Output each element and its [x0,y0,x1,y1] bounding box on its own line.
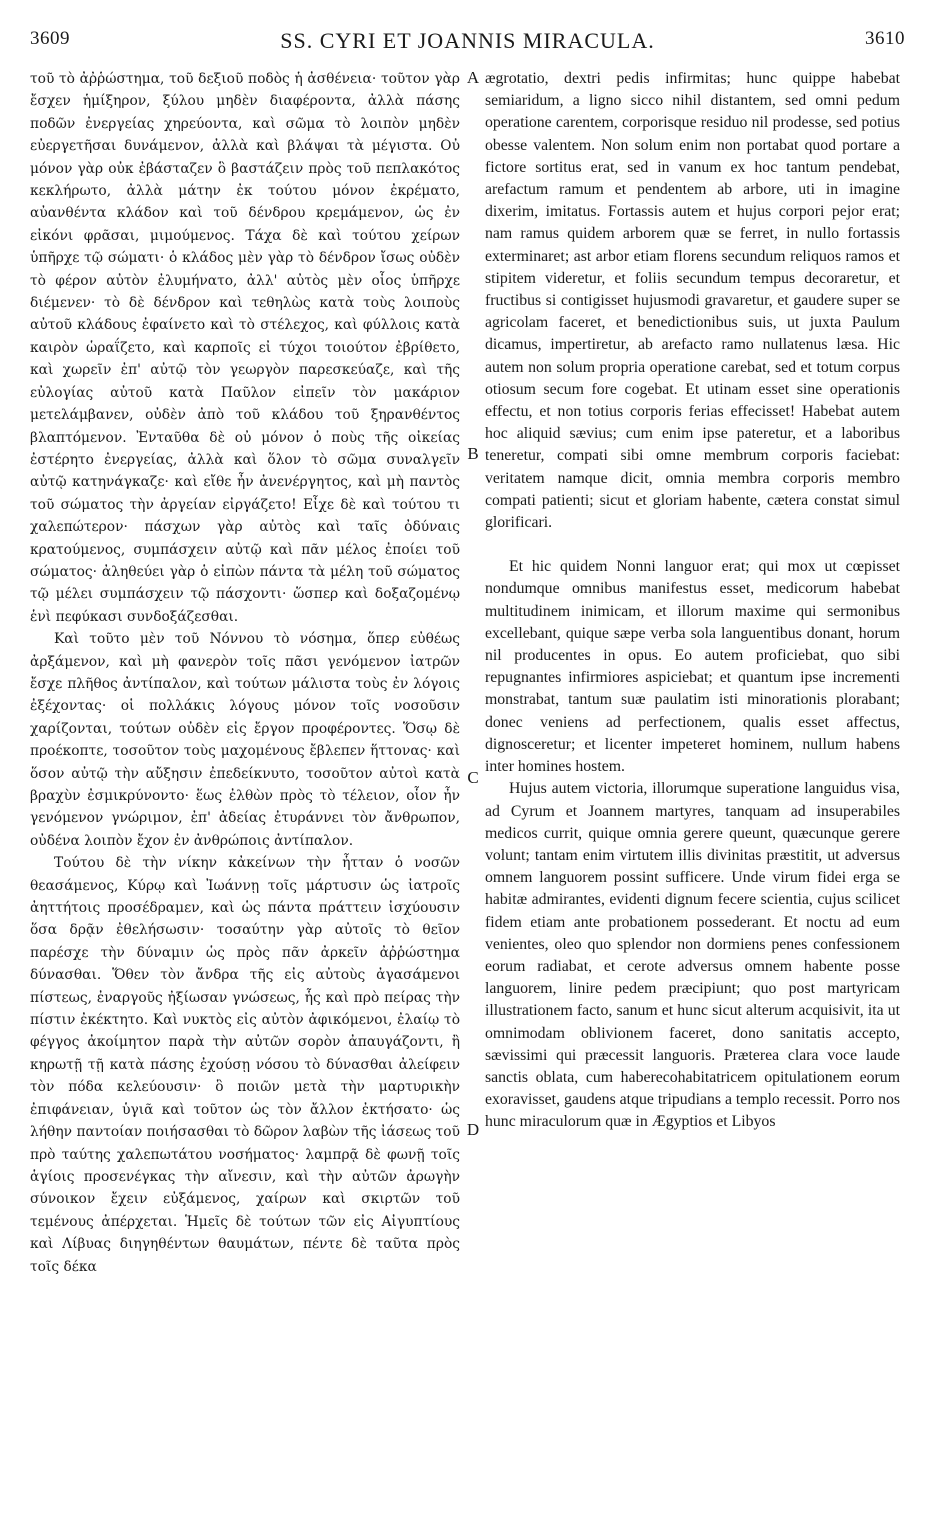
greek-paragraph-1: τοῦ τὸ ἀῤῥώστημα, τοῦ δεξιοῦ ποδὸς ἡ ἀσθένεια· τοῦτον γὰρ ἔσχεν ἡμίξηρον, ξύλου μηδὲν διαφέροντα, ἀλλὰ πάσης ποδῶν ἐνεργείας χηρεύοντα, καὶ σῶμα τὸ λοιπὸν μηδὲν εὐεργετῆσαι δυνάμενον, ἀλλὰ καὶ βλάψαι τὰ μέγιστα. Οὐ μόνον γὰρ οὐκ ἐβάσταζεν ὃ βαστάζειν πρὸς τοῦ πεπλακότος κεκλήρωτο, ἀλλὰ μάτην ἐκ τούτου μόνον ἐκρέματο, αὐανθέντα κλάδον καὶ τοῦ δένδρου κρεμάμενον, ὡς ἐν εἰκόνι φρᾶσαι, μιμούμενος. Τάχα δὲ καὶ τούτου χείρων ὑπῆρχε τῷ σώματι· ὁ κλάδος μὲν γὰρ τὸ δένδρον ἴσως οὐδὲν τὸ φέρον αὐτὸν ἐλυμήνατο, ἀλλ' αὐτὸς μὲν οἷος ὑπῆρχε διέμενεν· τὸ δὲ δένδρον καὶ τεθηλὼς κατὰ τοὺς λοιποὺς αὐτοῦ κλάδους ἐφαίνετο καὶ τὸ στέλεχος, καὶ φύλλοις κατὰ καιρὸν ὡραΐζετο, καὶ καρποῖς εἰ τύχοι τοιούτον ἐβρίθετο, καὶ χωρεῖν ἐπ' αὐτῷ τὸν γεωργὸν παρεσκεύαζε, καὶ τῆς εὐλογίας αὐτοῦ κατὰ Παῦλον εἰπεῖν τὸν μακάριον μετελάμβανεν, οὐδὲν ἀπὸ τοῦ κλάδου τοῦ ξηρανθέντος βλαπτόμενον. Ἐνταῦθα δὲ οὐ μόνον ὁ ποὺς τῆς οἰκείας ἐστέρητο ἐνεργείας, ἀλλὰ καὶ ὅλον τὸ σῶμα συναλγεῖν αὐτῷ κατηνάγκαζε· καὶ εἴθε ἦν ἀνενέργητος, καὶ μὴ παντὸς τοῦ σώματος τὴν ἀργείαν εἰργάζετο! Εἶχε δὲ καὶ τούτου τι χαλεπώτερον· πάσχων γὰρ αὐτὸς καὶ ταῖς ὀδύναις κρατούμενος, συμπάσχειν αὐτῷ καὶ πᾶν μέλος ἐποίει τοῦ σώματος· ἀληθεύει γὰρ ὁ εἰπὼν πάντα τὰ μέλη τοῦ σώματος τῷ μέλει συμπάσχειν τῷ πάσχοντι· ὥσπερ καὶ δοξαζομένῳ ἑνὶ πεφύκασι συνδοξάζεσθαι. [30,71,460,625]
margin-letter-d: D [466,1120,480,1139]
margin-letter-a: A [466,68,480,87]
latin-column [485,68,900,1508]
latin-paragraph-3: Hujus autem victoria, illorumque superatione languidus visa, ad Cyrum et Joannem martyres, tanquam ad insuperabiles medicos currit, quique omnia gerere queunt, quæcunque gerere volunt; tantam enim virtutem illis divinitas præstitit, ut adversus omnem languorem possint sufficere. Unde virum fidei erga se habitæ admirantes, evidenti dignum fecere scientia, cujus scilicet fidem etiam ante probationem possederant. Et noctu ad eum venientes, oleo quo splendor non dormiens penes confessionem eorum radiabat, et cerote adversus omnem habente posse languorem, linire pedem præcipiunt; quo post martyricam illustrationem facto, sanum et hunc sicut alterum acquisivit, ita ut omnimodam oblivionem faceret, dono sanitatis accepto, sævissimi qui præcessit languoris. Præterea clara voce laude sanctis oblata, cum haberecohabitatricem opitulationem eorum exoravisset, gaudens atque tripudians a templo recessit. Porro nos hunc miraculorum quæ in Ægyptios et Libyos [485,780,900,1131]
section-margin-letters [463,68,483,1508]
greek-paragraph-2: Καὶ τοῦτο μὲν τοῦ Νόννου τὸ νόσημα, ὅπερ εὐθέως ἀρξάμενον, καὶ μὴ φανερὸν τοῖς πᾶσι γενόμενον ἰατρῶν ἔσχε πλῆθος ἀντίπαλον, καὶ τούτων μάλιστα τοὺς ἐν λόγοις ἐξέχοντας· οἱ πολλάκις λόγους μόνον τοῖς νοσοῦσιν χαρίζονται, τούτων οὐδὲν εἰς ἔργον προφέροντες. Ὅσῳ δὲ προέκοπτε, τοσοῦτον τοὺς μαχομένους ἔβλεπεν ἥττονας· καὶ ὅσον αὐτῷ τὴν αὔξησιν ἐπεδείκνυτο, τοσοῦτον αὐτοὶ κατὰ βραχὺν ἐσμικρύνοντο· ἕως ἐλθὼν πρὸς τὸ τέλειον, οἷον ἦν γενόμενον γνώριμον, ἐπ' ἀδείας ἐτυράννει τὸν ἄνθρωπον, οὐδένα λοιπὸν ἔχον ἐν ἀνθρώποις ἀντίπαλον. [30,631,460,849]
margin-letter-b: B [467,444,479,463]
column-number-right: 3610 [865,28,905,49]
column-number-left: 3609 [30,28,70,49]
latin-paragraph-2: Et hic quidem Nonni languor erat; qui mox ut cœpisset nondumque omnibus manifestus esset, medicorum habebat multitudinem inimicam, et illorum maxime qui sermonibus excellebant, quique sæpe verba sola languentibus donant, horum nil producentes in opus. Eo autem proficiebat, quo sibi repugnantes infirmiores aspiciebat; et quantum ipse incrementi monstrabat, tantum suæ paulatim isti minorationis plorabant; donec veniens ad perfectionem, qualis esset affectus, dignosceretur; et licenter impeteret hominem, nullum habens inter homines hostem. [485,558,900,776]
greek-paragraph-3: Τούτου δὲ τὴν νίκην κἀκείνων τὴν ἧτταν ὁ νοσῶν θεασάμενος, Κύρῳ καὶ Ἰωάννῃ τοῖς μάρτυσιν ὡς ἰατροῖς ἀηττήτοις προσέδραμεν, καὶ ὡς πάντα πράττειν ἰσχύουσιν ὅσα δρᾷν ἐθελήσωσιν· τοσαύτην γὰρ αὐτοῖς τὸ θεῖον παρέσχε τὴν δύναμιν ὡς πρὸς πᾶν ἀρκεῖν ἀῤῥώστημα δύνασθαι. Ὅθεν τὸν ἄνδρα τῆς εἰς αὐτοὺς ἀγασάμενοι πίστεως, ἐναργοῦς ἠξίωσαν γνώσεως, ἧς καὶ πρὸ πείρας τὴν πίστιν ἐκέκτητο. Καὶ νυκτὸς εἰς αὐτὸν ἀφικόμενοι, ἐλαίῳ τὸ φέγγος ἀκοίμητον παρὰ τὴν αὐτῶν σορὸν ἀπαυγάζοντι, ἢ κηρωτῇ τῇ κατὰ πάσης ἐχούσῃ νόσου τὸ δύνασθαι ἀλείφειν τὸν πόδα κελεύουσιν· ὃ ποιῶν μετὰ τὴν μαρτυρικὴν ἐπιφάνειαν, ὑγιᾶ καὶ τοῦτον ὡς τὸν ἄλλον ἐκτήσατο· ὡς λήθην παντοίαν ποιήσασθαι τὸ δῶρον λαβὼν τῆς ἰάσεως τοῦ πρὸ ταύτης χαλεπωτάτου νοσήματος· λαμπρᾷ δὲ φωνῇ τοῖς ἁγίοις προσενέγκας τὴν αἴνεσιν, καὶ τὴν αὐτῶν ἀρωγὴν σύνοικον ἔχειν εὐξάμενος, χαίρων καὶ σκιρτῶν τοῦ τεμένους ἀπέρχεται. Ἡμεῖς δὲ τούτων τῶν εἰς Αἰγυπτίους καὶ Λίβυας διηγηθέντων θαυμάτων, πέντε δὲ ταῦτα πρὸς τοῖς δέκα [30,855,460,1275]
running-title: SS. CYRI ET JOANNIS MIRACULA. [280,28,655,53]
paragraph-gap [485,534,900,556]
greek-column [30,68,460,1508]
latin-paragraph-1: ægrotatio, dextri pedis infirmitas; hunc quippe habebat semiaridum, a ligno sicco nihil distantem, sed omni pedum operatione carentem, corporisque residuo nil prodesse, sed potius obesse valentem. Non solum enim non portabat quod portare a fictore sortitus erat, sed in vanum ex hoc tantum pendebat, arefactum ramum et pendentem ab arbore, uti in imagine dixerim, imitatus. Fortassis autem et hujus corpori pejor erat; nam ramus quidem arborem quæ se ferret, in nullo fortassis exterminaret; ast arbor etiam florens secundum reliquos ramos et stipitem videretur, et foliis secundum tempus decoraretur, et fructibus si contigisset hujusmodi gravaretur, et gaudere super se agricolam faceret, et benedictionibus suis, ut juxta Paulum dicamus, impertiretur, ab arefacto ramo nullatenus læsa. Hic autem non solum propria operatione carebat, sed et totum corpus otiosum secum fore cogebat. Et utinam esset sine operationis effectu, et non totius corporis ferias effecisset! Habebat autem hoc aliquid sævius; cum enim ipse pateretur, et a laboribus teneretur, compati sibi omne membrum corporis faciebat: veritatem namque dicit, omnia membra corporis membro compati patienti; sicut et gloriam habente, cætera constat simul glorificari. [485,70,900,532]
running-header [30,28,905,56]
margin-letter-c: C [467,768,479,787]
